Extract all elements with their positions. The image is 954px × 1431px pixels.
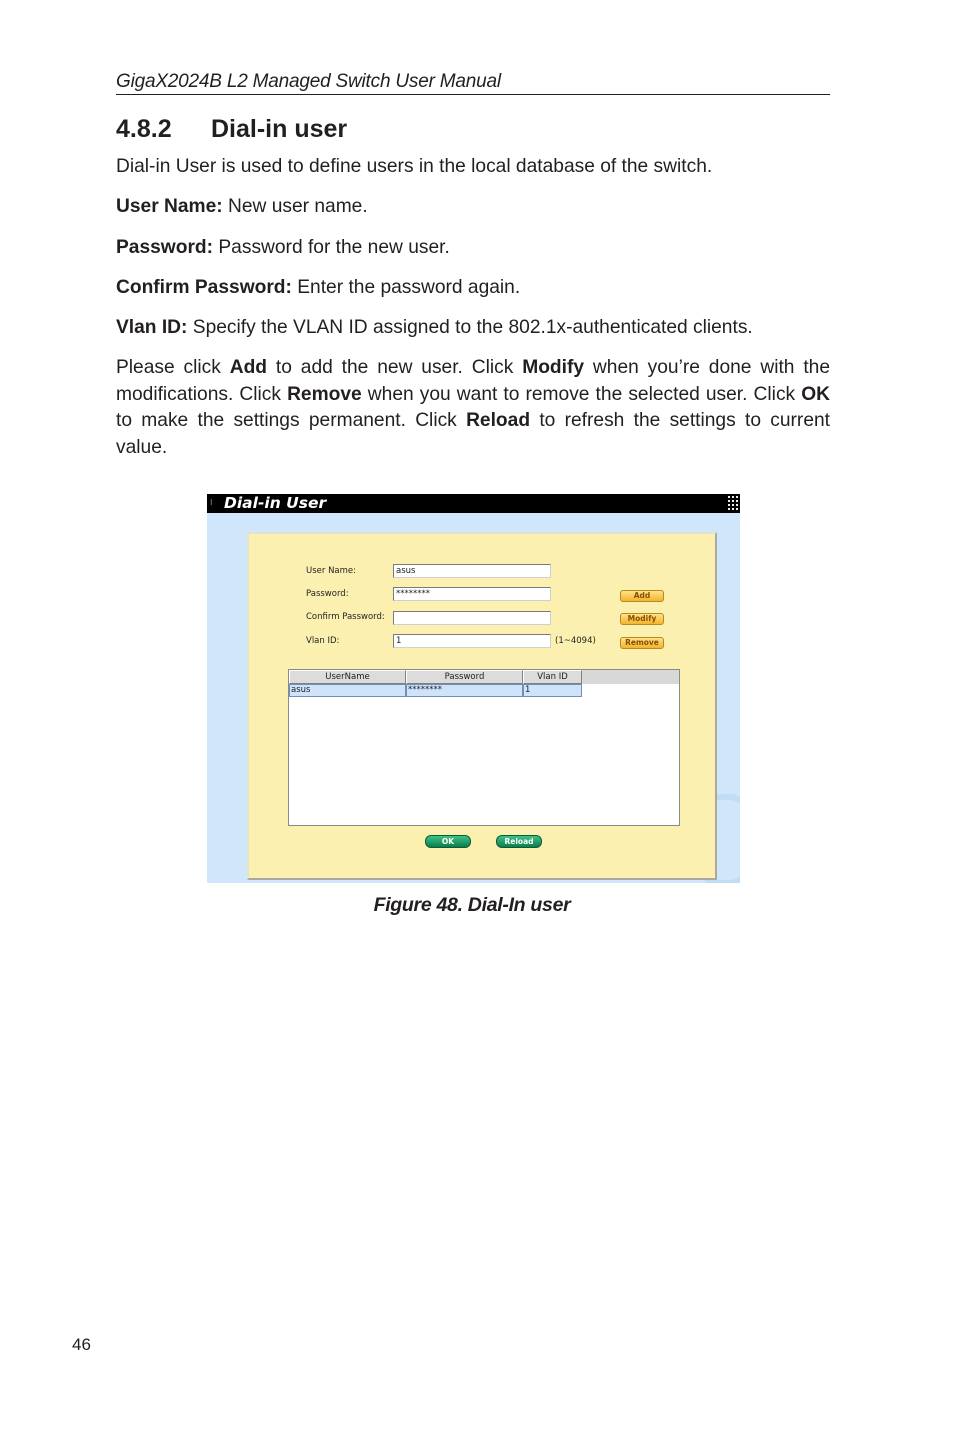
text: to refresh the settings to current value.: [116, 410, 830, 458]
confirm-password-description: [116, 275, 830, 302]
password-label: Password:: [306, 589, 349, 599]
column-header-username[interactable]: UserName: [289, 670, 406, 684]
vlan-range-hint: (1~4094): [555, 636, 596, 646]
modify-button[interactable]: Modify: [620, 613, 664, 625]
section-title-text: Dial-in user: [211, 115, 348, 143]
window-menu-icon[interactable]: ⁝: [210, 498, 213, 507]
user-name-description: [116, 194, 830, 221]
term: Confirm Password:: [116, 277, 292, 298]
page-number: 46: [72, 1335, 91, 1354]
resize-grip-icon[interactable]: [727, 495, 739, 512]
figure-caption: Figure 48. Dial-In user: [373, 894, 571, 916]
text: to make the settings permanent. Click: [116, 410, 467, 431]
user-name-label: User Name:: [306, 566, 357, 576]
text: to add the new user. Click: [267, 357, 523, 378]
text: when you want to remove the selected user. Click: [361, 383, 802, 405]
term-add: Add: [229, 357, 268, 378]
confirm-password-input[interactable]: [393, 611, 551, 625]
intro-paragraph: Dial-in User is used to define users in the local database of the switch.: [116, 156, 713, 177]
column-header-vlan-id[interactable]: Vlan ID: [523, 670, 582, 684]
instructions-paragraph: [116, 355, 830, 461]
password-description: [116, 235, 830, 262]
reload-button[interactable]: Reload: [496, 835, 542, 848]
term: User Name:: [116, 196, 223, 217]
vlan-id-label: Vlan ID:: [306, 636, 340, 646]
definition: Specify the VLAN ID assigned to the 802.1x-authenticated clients.: [187, 317, 753, 338]
term: Password:: [116, 237, 214, 258]
section-number: 4.8.2: [116, 115, 172, 143]
term: Vlan ID:: [116, 317, 188, 338]
running-header: GigaX2024B L2 Managed Switch User Manual: [116, 70, 830, 95]
window-title: Dial-in User: [224, 494, 327, 512]
user-name-input[interactable]: asus: [393, 564, 551, 578]
window-title-bar: [207, 494, 740, 513]
dial-in-user-screenshot: [207, 494, 740, 883]
text: Please click: [116, 357, 230, 378]
definition: New user name.: [222, 196, 368, 217]
remove-button[interactable]: Remove: [620, 637, 664, 649]
term-remove: Remove: [287, 383, 362, 405]
add-button[interactable]: Add: [620, 590, 664, 602]
column-header-password[interactable]: Password: [406, 670, 523, 684]
confirm-password-label: Confirm Password:: [306, 612, 385, 622]
definition: Password for the new user.: [213, 237, 450, 258]
password-input[interactable]: ********: [393, 587, 551, 601]
term-modify: Modify: [522, 357, 585, 378]
vlan-id-input[interactable]: 1: [393, 634, 551, 648]
table-cell-vlan-id[interactable]: 1: [523, 684, 582, 697]
term-ok: OK: [801, 383, 830, 405]
table-cell-password[interactable]: ********: [406, 684, 523, 697]
vlan-id-description: [116, 315, 830, 342]
text: when you’re done with the modifications. Click: [116, 357, 831, 405]
term-reload: Reload: [466, 410, 531, 431]
dial-in-form-panel: [247, 532, 717, 880]
dial-in-user-table: [288, 669, 680, 826]
definition: Enter the password again.: [291, 277, 521, 298]
section-title: [116, 114, 347, 144]
table-cell-username[interactable]: asus: [289, 684, 406, 697]
ok-button[interactable]: OK: [425, 835, 471, 848]
